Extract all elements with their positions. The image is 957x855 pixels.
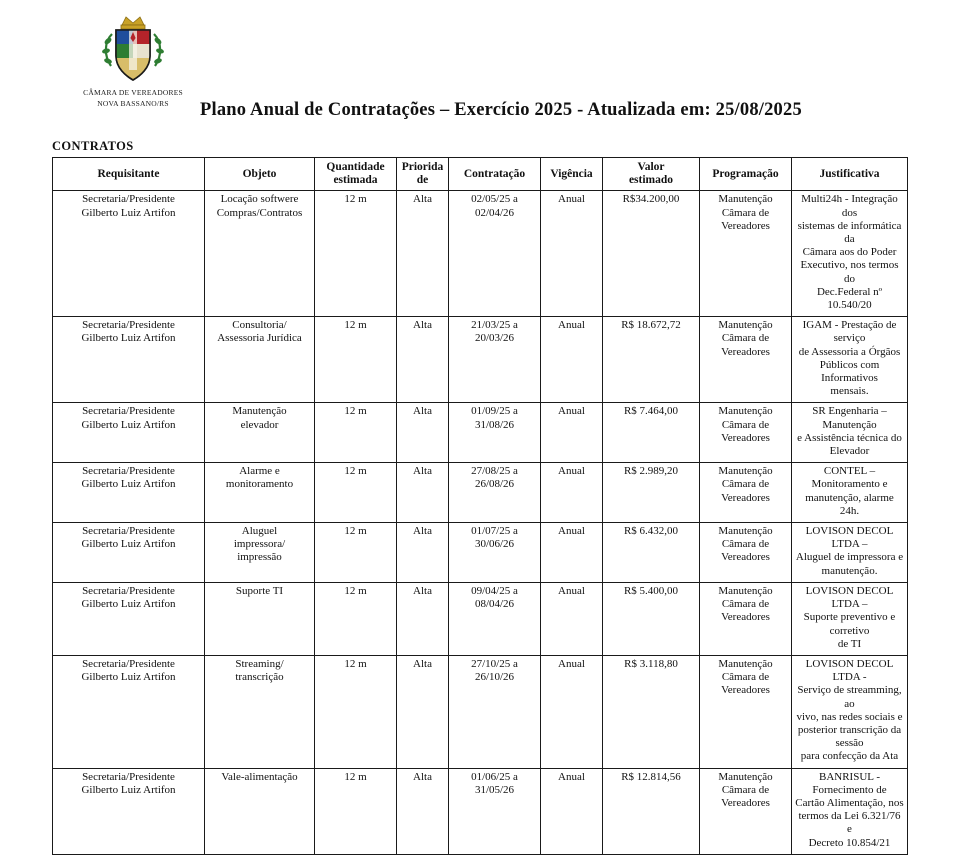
cell-vigencia	[541, 403, 603, 463]
cell-objeto-line: Consultoria/	[232, 319, 287, 332]
cell-requisitante-line: Gilberto Luiz Artifon	[81, 332, 176, 345]
cell-valor-line: R$ 6.432,00	[623, 525, 679, 538]
cell-quantidade-line: 12 m	[344, 657, 367, 670]
cell-justificativa-line: SR Engenharia – Manutenção	[812, 405, 887, 431]
cell-objeto-line: impressora/	[233, 538, 286, 551]
cell-vigencia-line: Anual	[558, 319, 585, 332]
cell-justificativa-line: Executivo, nos termos do	[800, 259, 899, 285]
cell-programacao-line: Câmara de	[721, 671, 770, 684]
cell-contratacao-line: 01/09/25 a	[471, 405, 518, 418]
cell-programacao-line: Câmara de	[721, 598, 770, 611]
cell-programacao-line: Vereadores	[721, 684, 770, 697]
cell-prioridade-line: Alta	[413, 193, 432, 206]
cell-prioridade-line: Alta	[413, 319, 432, 332]
cell-justificativa-line: sistemas de informática da	[797, 219, 902, 246]
cell-justificativa-line: mensais.	[830, 385, 869, 398]
cell-valor-line: R$ 3.118,80	[624, 657, 678, 670]
cell-vigencia-line: Anual	[558, 465, 585, 478]
cell-requisitante-line: Secretaria/Presidente	[82, 193, 175, 206]
cell-contratacao	[449, 403, 541, 463]
cell-valor-line: R$ 18.672,72	[621, 319, 681, 332]
cell-requisitante-line: Gilberto Luiz Artifon	[81, 598, 176, 611]
cell-vigencia	[541, 655, 603, 768]
cell-quantidade-line: 12 m	[344, 525, 367, 538]
coat-of-arms-block	[78, 8, 188, 108]
cell-objeto-line: Alarme e	[239, 465, 280, 478]
cell-requisitante-line: Secretaria/Presidente	[82, 405, 175, 418]
table-row	[53, 403, 908, 463]
cell-programacao	[700, 191, 792, 317]
cell-justificativa-line: para confecção da Ata	[800, 750, 899, 763]
cell-requisitante-line: Gilberto Luiz Artifon	[81, 538, 176, 551]
cell-quantidade	[315, 523, 397, 583]
cell-contratacao	[449, 655, 541, 768]
col-header-contratacao: Contratação	[449, 158, 541, 191]
cell-valor-line: R$ 7.464,00	[623, 405, 679, 418]
cell-programacao	[700, 403, 792, 463]
cell-vigencia	[541, 523, 603, 583]
cell-justificativa-line: de TI	[837, 637, 862, 650]
cell-vigencia-line: Anual	[558, 657, 585, 670]
cell-requisitante-line: Gilberto Luiz Artifon	[81, 671, 176, 684]
cell-objeto-line: Assessoria Jurídica	[217, 332, 302, 345]
cell-justificativa-line: Cartão Alimentação, nos	[795, 796, 904, 809]
cell-requisitante-line: Secretaria/Presidente	[82, 319, 175, 332]
cell-quantidade-line: 12 m	[344, 465, 367, 478]
contracts-table-wrap	[52, 157, 907, 855]
cell-programacao-line: Manutenção	[718, 405, 773, 418]
cell-contratacao-line: 02/04/26	[474, 206, 515, 219]
cell-prioridade	[397, 768, 449, 854]
cell-justificativa	[792, 403, 908, 463]
cell-quantidade	[315, 317, 397, 403]
cell-programacao-line: Câmara de	[721, 332, 770, 345]
cell-contratacao-line: 21/03/25 a	[471, 319, 518, 332]
coat-of-arms-icon	[102, 8, 164, 86]
cell-objeto-line: Suporte TI	[235, 584, 284, 597]
cell-programacao-line: Vereadores	[721, 491, 770, 504]
cell-objeto-line: Streaming/	[235, 657, 284, 670]
cell-prioridade	[397, 655, 449, 768]
table-row	[53, 317, 908, 403]
cell-quantidade	[315, 191, 397, 317]
cell-programacao-line: Manutenção	[718, 770, 773, 783]
table-row	[53, 463, 908, 523]
cell-prioridade	[397, 523, 449, 583]
cell-vigencia-line: Anual	[558, 525, 585, 538]
cell-requisitante	[53, 403, 205, 463]
cell-valor-line: R$ 12.814,56	[621, 770, 681, 783]
cell-justificativa-line: LOVISON DECOL LTDA –	[805, 525, 894, 551]
cell-programacao-line: Manutenção	[718, 584, 773, 597]
cell-justificativa	[792, 317, 908, 403]
cell-justificativa-line: LOVISON DECOL LTDA -	[805, 657, 894, 684]
cell-vigencia	[541, 317, 603, 403]
cell-requisitante	[53, 523, 205, 583]
table-body	[53, 191, 908, 854]
cell-justificativa	[792, 523, 908, 583]
cell-valor-line: R$ 5.400,00	[623, 584, 679, 597]
cell-requisitante	[53, 463, 205, 523]
cell-vigencia-line: Anual	[558, 405, 585, 418]
cell-programacao-line: Manutenção	[718, 465, 773, 478]
cell-contratacao-line: 26/08/26	[474, 478, 515, 491]
cell-vigencia	[541, 768, 603, 854]
cell-prioridade-line: Alta	[413, 465, 432, 478]
cell-justificativa-line: LOVISON DECOL LTDA –	[805, 584, 894, 611]
cell-valor	[603, 317, 700, 403]
cell-justificativa-line: posterior transcrição da sessão	[797, 723, 902, 750]
cell-justificativa-line: Aluguel de impressora e	[795, 551, 904, 564]
cell-prioridade-line: Alta	[413, 770, 432, 783]
cell-requisitante-line: Secretaria/Presidente	[82, 465, 175, 478]
cell-prioridade	[397, 463, 449, 523]
cell-requisitante-line: Gilberto Luiz Artifon	[81, 783, 176, 796]
col-header-requisitante: Requisitante	[53, 158, 205, 191]
cell-valor	[603, 768, 700, 854]
cell-programacao	[700, 655, 792, 768]
cell-vigencia-line: Anual	[558, 770, 585, 783]
col-header-objeto: Objeto	[205, 158, 315, 191]
cell-vigencia-line: Anual	[558, 584, 585, 597]
cell-objeto	[205, 317, 315, 403]
cell-prioridade-line: Alta	[413, 584, 432, 597]
section-label-contratos: CONTRATOS	[52, 139, 134, 153]
cell-programacao-line: Manutenção	[718, 193, 773, 206]
cell-justificativa-line: de Assessoria a Órgãos	[798, 345, 901, 358]
cell-justificativa-line: manutenção, alarme 24h.	[805, 491, 894, 517]
cell-quantidade-line: 12 m	[344, 319, 367, 332]
cell-programacao-line: Câmara de	[721, 418, 770, 431]
cell-objeto	[205, 463, 315, 523]
cell-justificativa-line: termos da Lei 6.321/76 e	[798, 810, 901, 836]
cell-justificativa-line: BANRISUL - Fornecimento de	[812, 770, 887, 796]
cell-valor	[603, 191, 700, 317]
cell-requisitante	[53, 191, 205, 317]
cell-prioridade-line: Alta	[413, 657, 432, 670]
cell-contratacao	[449, 317, 541, 403]
cell-objeto-line: transcrição	[235, 671, 284, 684]
cell-vigencia	[541, 463, 603, 523]
cell-prioridade	[397, 403, 449, 463]
cell-vigencia	[541, 191, 603, 317]
cell-quantidade-line: 12 m	[344, 405, 367, 418]
cell-contratacao	[449, 768, 541, 854]
cell-justificativa-line: manutenção.	[821, 564, 878, 577]
cell-prioridade	[397, 191, 449, 317]
cell-requisitante	[53, 768, 205, 854]
cell-programacao-line: Câmara de	[721, 478, 770, 491]
cell-vigencia-line: Anual	[558, 193, 585, 206]
cell-justificativa	[792, 655, 908, 768]
cell-quantidade	[315, 582, 397, 655]
cell-contratacao	[449, 463, 541, 523]
cell-requisitante-line: Secretaria/Presidente	[82, 584, 175, 597]
cell-quantidade-line: 12 m	[344, 193, 367, 206]
cell-contratacao-line: 20/03/26	[474, 332, 515, 345]
cell-programacao-line: Vereadores	[721, 611, 770, 624]
contracts-table	[52, 157, 908, 855]
cell-contratacao	[449, 523, 541, 583]
col-header-programacao: Programação	[700, 158, 792, 191]
cell-quantidade	[315, 463, 397, 523]
cell-vigencia	[541, 582, 603, 655]
cell-valor	[603, 523, 700, 583]
cell-objeto-line: monitoramento	[225, 478, 294, 491]
cell-programacao-line: Manutenção	[718, 657, 773, 670]
cell-programacao-line: Manutenção	[718, 525, 773, 538]
cell-objeto-line: impressão	[237, 551, 282, 564]
cell-valor-line: R$ 2.989,20	[623, 465, 679, 478]
cell-justificativa-line: CONTEL – Monitoramento e	[811, 465, 888, 491]
cell-requisitante	[53, 655, 205, 768]
cell-prioridade-line: Alta	[413, 525, 432, 538]
cell-objeto	[205, 523, 315, 583]
cell-justificativa-line: vivo, nas redes sociais e	[796, 710, 903, 723]
cell-valor	[603, 403, 700, 463]
cell-contratacao-line: 27/10/25 a	[471, 657, 518, 670]
cell-programacao-line: Vereadores	[721, 345, 770, 358]
cell-requisitante-line: Gilberto Luiz Artifon	[81, 206, 176, 219]
cell-contratacao-line: 27/08/25 a	[471, 465, 518, 478]
cell-programacao	[700, 582, 792, 655]
cell-valor	[603, 463, 700, 523]
table-row	[53, 191, 908, 317]
cell-programacao	[700, 768, 792, 854]
cell-justificativa	[792, 191, 908, 317]
cell-contratacao-line: 01/06/25 a	[471, 770, 518, 783]
cell-justificativa-line: Dec.Federal nº 10.540/20	[816, 285, 883, 312]
cell-contratacao-line: 30/06/26	[474, 538, 515, 551]
cell-requisitante-line: Gilberto Luiz Artifon	[81, 418, 176, 431]
col-header-justificativa: Justificativa	[792, 158, 908, 191]
cell-programacao	[700, 523, 792, 583]
cell-programacao-line: Câmara de	[721, 783, 770, 796]
document-header	[0, 0, 957, 130]
cell-justificativa-line: Elevador	[829, 445, 870, 458]
cell-programacao-line: Manutenção	[718, 319, 773, 332]
cell-contratacao-line: 09/04/25 a	[471, 584, 518, 597]
cell-contratacao	[449, 191, 541, 317]
cell-objeto	[205, 191, 315, 317]
cell-objeto	[205, 582, 315, 655]
table-row	[53, 582, 908, 655]
cell-requisitante	[53, 317, 205, 403]
cell-objeto-line: Manutenção	[232, 405, 287, 418]
col-header-valor: Valor estimado	[603, 158, 700, 191]
cell-justificativa-line: Serviço de streamming, ao	[797, 684, 902, 710]
cell-objeto	[205, 403, 315, 463]
cell-requisitante-line: Gilberto Luiz Artifon	[81, 478, 176, 491]
cell-prioridade	[397, 317, 449, 403]
cell-programacao-line: Câmara de	[721, 206, 770, 219]
cell-programacao	[700, 317, 792, 403]
page-title: Plano Anual de Contratações – Exercício 2025 - Atualizada em: 25/08/2025	[200, 100, 802, 120]
cell-objeto-line: Vale-alimentação	[221, 770, 298, 783]
table-row	[53, 768, 908, 854]
cell-requisitante-line: Secretaria/Presidente	[82, 657, 175, 670]
cell-contratacao-line: 02/05/25 a	[471, 193, 518, 206]
cell-objeto-line: Locação softwere	[220, 193, 299, 206]
table-header-row	[53, 158, 908, 191]
cell-justificativa-line: Câmara aos do Poder	[802, 246, 897, 259]
cell-prioridade	[397, 582, 449, 655]
cell-programacao	[700, 463, 792, 523]
cell-justificativa-line: Públicos com Informativos	[819, 358, 880, 385]
cell-objeto	[205, 655, 315, 768]
cell-requisitante	[53, 582, 205, 655]
cell-requisitante-line: Secretaria/Presidente	[82, 525, 175, 538]
cell-justificativa-line: Multi24h - Integração dos	[801, 193, 898, 219]
cell-quantidade	[315, 403, 397, 463]
cell-contratacao	[449, 582, 541, 655]
cell-justificativa-line: Decreto 10.854/21	[808, 836, 891, 849]
cell-programacao-line: Vereadores	[721, 796, 770, 809]
cell-objeto	[205, 768, 315, 854]
cell-objeto-line: elevador	[240, 418, 279, 431]
cell-justificativa	[792, 463, 908, 523]
cell-quantidade-line: 12 m	[344, 770, 367, 783]
cell-valor	[603, 655, 700, 768]
cell-contratacao-line: 31/08/26	[474, 418, 515, 431]
cell-prioridade-line: Alta	[413, 405, 432, 418]
cell-programacao-line: Vereadores	[721, 551, 770, 564]
cell-contratacao-line: 08/04/26	[474, 598, 515, 611]
table-row	[53, 523, 908, 583]
cell-programacao-line: Câmara de	[721, 538, 770, 551]
cell-objeto-line: Compras/Contratos	[216, 206, 303, 219]
col-header-vigencia: Vigência	[541, 158, 603, 191]
cell-justificativa	[792, 768, 908, 854]
cell-contratacao-line: 31/05/26	[474, 783, 515, 796]
cell-justificativa-line: Suporte preventivo e corretivo	[803, 611, 896, 637]
col-header-prioridade: Priorida de	[397, 158, 449, 191]
cell-objeto-line: Aluguel	[241, 525, 278, 538]
cell-programacao-line: Vereadores	[721, 431, 770, 444]
cell-quantidade-line: 12 m	[344, 584, 367, 597]
cell-valor	[603, 582, 700, 655]
cell-justificativa-line: IGAM - Prestação de serviço	[802, 319, 897, 345]
crest-caption-line1: CÂMARA DE VEREADORES	[83, 88, 183, 97]
cell-justificativa-line: e Assistência técnica do	[797, 431, 902, 444]
col-header-quantidade: Quantidade estimada	[315, 158, 397, 191]
cell-requisitante-line: Secretaria/Presidente	[82, 770, 175, 783]
cell-quantidade	[315, 655, 397, 768]
cell-justificativa	[792, 582, 908, 655]
cell-valor-line: R$34.200,00	[622, 193, 680, 206]
cell-contratacao-line: 26/10/26	[474, 671, 515, 684]
cell-contratacao-line: 01/07/25 a	[471, 525, 518, 538]
cell-programacao-line: Vereadores	[721, 219, 770, 232]
cell-quantidade	[315, 768, 397, 854]
crest-caption-line2: NOVA BASSANO/RS	[97, 99, 169, 108]
table-row	[53, 655, 908, 768]
